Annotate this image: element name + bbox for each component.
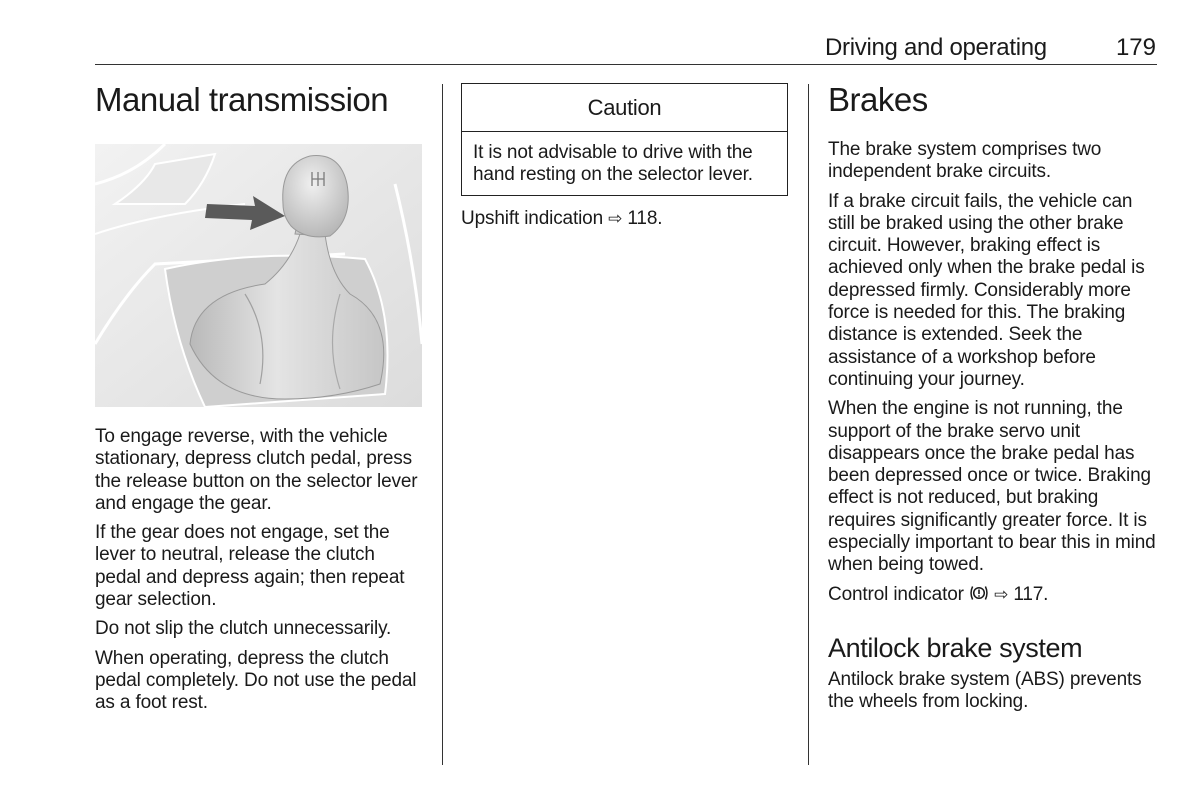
manual-transmission-text xyxy=(95,426,425,715)
caution-column xyxy=(461,83,791,230)
paragraph: Do not slip the clutch unnecessarily. xyxy=(95,618,392,640)
upshift-reference xyxy=(461,208,791,230)
paragraph: To engage reverse, with the vehicle stationary, depress clutch pedal, press the release button on the selector lever and engage the gear. xyxy=(95,426,418,514)
paragraph: The brake system comprises two independent brake circuits. xyxy=(828,139,1102,183)
page-number: 179 xyxy=(1115,34,1156,61)
brake-warning-icon xyxy=(969,584,989,602)
upshift-text: Upshift indication xyxy=(461,207,603,229)
paragraph: If the gear does not engage, set the lever to neutral, release the clutch pedal and depress again; then repeat gear selection. xyxy=(95,522,405,611)
page-reference-arrow-icon: ⇨ xyxy=(608,208,623,228)
control-indicator-reference xyxy=(828,584,1158,606)
abs-text: Antilock brake system (ABS) prevents the wheels from locking. xyxy=(828,668,1142,713)
header-divider xyxy=(95,64,1157,65)
caution-text: It is not advisable to drive with the hand resting on the selector lever. xyxy=(473,142,753,186)
paragraph: When operating, depress the clutch pedal completely. Do not use the pedal as a foot rest. xyxy=(95,647,417,714)
caution-title: Caution xyxy=(462,84,787,132)
abs-heading: Antilock brake system xyxy=(828,632,1083,663)
brakes-heading: Brakes xyxy=(828,81,928,118)
caution-box xyxy=(461,83,788,196)
header-section-title: Driving and operating xyxy=(825,34,1047,61)
column-divider-left xyxy=(442,84,443,765)
brakes-section xyxy=(828,80,1158,714)
page-reference-arrow-icon: ⇨ xyxy=(994,584,1009,604)
manual-transmission-heading: Manual transmission xyxy=(95,81,389,118)
upshift-page-link[interactable]: 118. xyxy=(627,207,663,229)
paragraph: If a brake circuit fails, the vehicle can still be braked using the other brake circuit. However, braking effect is achieved only when the brake pedal is depressed firmly. Considerably more force is needed for this. The braking distance is extended. Seek the assistance of a workshop before continuing your journey. xyxy=(828,190,1145,390)
column-divider-right xyxy=(808,84,809,765)
paragraph: When the engine is not running, the support of the brake servo unit disappears once the brake pedal has been depressed once or twice. Braking effect is not reduced, but braking requires significantly greater force. It is especially important to bear this in mind when being towed. xyxy=(828,398,1156,576)
control-indicator-text: Control indicator xyxy=(828,583,964,605)
control-indicator-page-link[interactable]: 117. xyxy=(1013,583,1049,605)
gear-lever-illustration xyxy=(95,144,422,407)
manual-transmission-section xyxy=(95,80,425,715)
